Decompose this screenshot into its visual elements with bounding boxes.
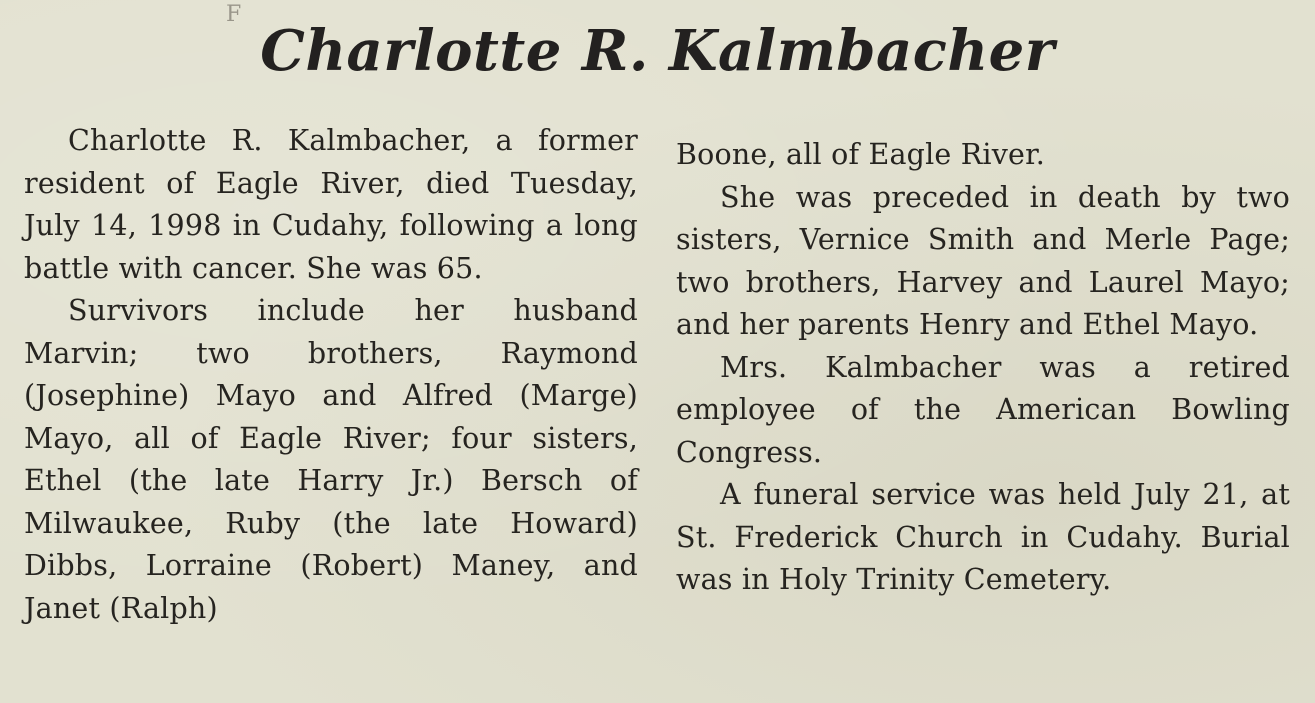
right-text-column <box>676 134 1290 602</box>
left-text-column <box>24 120 638 630</box>
obituary-headline: Charlotte R. Kalmbacher <box>260 18 1055 84</box>
stray-print-mark: F <box>226 2 242 27</box>
obituary-paragraph-survivors: Survivors include her husband Marvin; two brothers, Raymond (Josephine) Mayo and Alfred (Marge) Mayo, all of Eagle River; four sisters, Ethel (the late Harry Jr.) Bersch of Milwaukee, Ruby (the late Howard) Dibbs, Lorraine (Robert) Maney, and Janet (Ralph) <box>24 294 638 625</box>
obituary-paragraph-survivors-continued: Boone, all of Eagle River. <box>676 138 1046 171</box>
obituary-paragraph-funeral: A funeral service was held July 21, at St. Frederick Church in Cudahy. Burial was in Holy Trinity Cemetery. <box>676 478 1290 596</box>
obituary-paragraph-employment: Mrs. Kalmbacher was a retired employee of the American Bowling Congress. <box>676 350 1290 469</box>
obituary-paragraph-death: Charlotte R. Kalmbacher, a former resident of Eagle River, died Tuesday, July 14, 1998 in Cudahy, following a long battle with cancer. She was 65. <box>24 124 638 285</box>
obituary-paragraph-preceded: She was preceded in death by two sisters, Vernice Smith and Merle Page; two brothers, Harvey and Laurel Mayo; and her parents Henry and Ethel Mayo. <box>676 180 1290 341</box>
